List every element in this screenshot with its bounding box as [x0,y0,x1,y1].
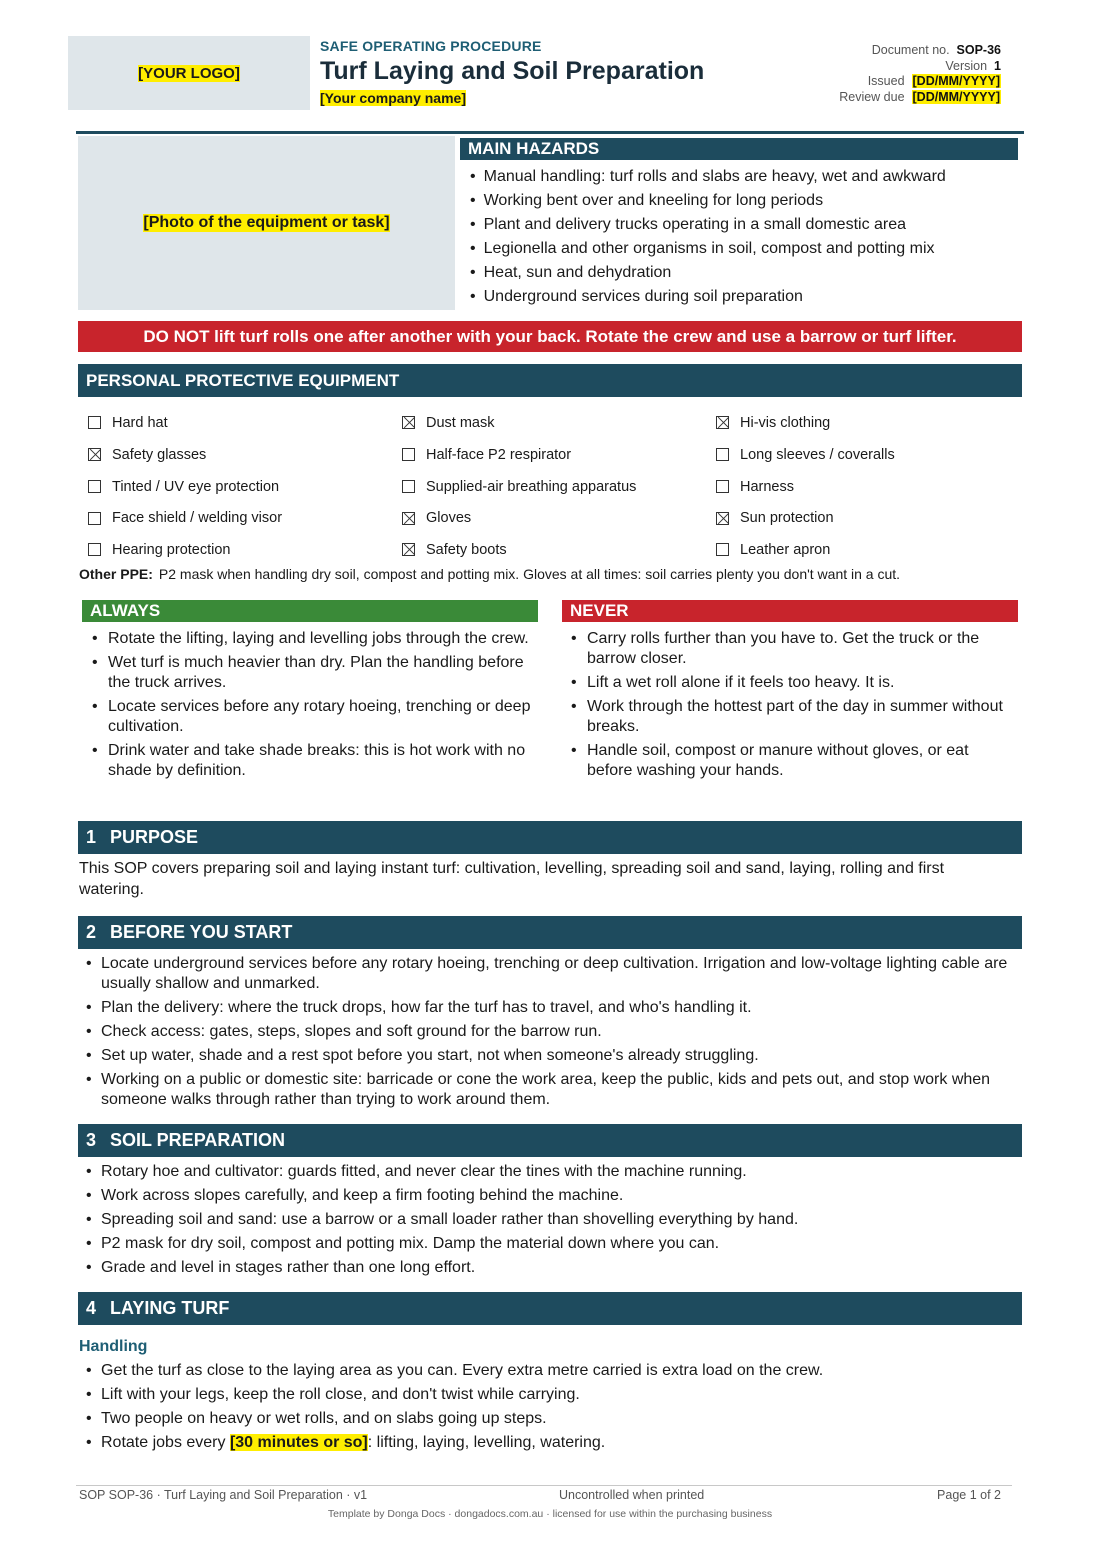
list-item: • Drink water and take shade breaks: this is hot work with no shade by definition. [92,741,532,781]
always-heading: ALWAYS [82,600,538,622]
list-item: • Work through the hottest part of the day in summer without breaks. [571,697,1016,737]
list-item: • Plant and delivery trucks operating in a small domestic area [470,213,946,237]
ppe-item: Hard hat [88,408,282,440]
list-item: • Wet turf is much heavier than dry. Plan the handling before the truck arrives. [92,653,532,693]
other-ppe: Other PPE: P2 mask when handling dry soil, compost and potting mix. Gloves at all times: soil carries plenty you don't want in a cut. [79,566,901,582]
section-laying-heading: 4 LAYING TURF [78,1292,1022,1325]
footer-uncontrolled: Uncontrolled when printed [559,1488,705,1502]
header-divider [76,131,1024,134]
checkbox-icon[interactable] [402,512,415,525]
checkbox-icon[interactable] [88,543,101,556]
ppe-item: Supplied-air breathing apparatus [402,472,636,504]
list-item: • Get the turf as close to the laying area as you can. Every extra metre carried is extra load on the crew. [86,1361,1022,1381]
checkbox-icon[interactable] [88,480,101,493]
never-heading: NEVER [562,600,1018,622]
issued-date: [DD/MM/YYYY] [912,74,1000,88]
ppe-column-3 [716,408,895,567]
list-item: • P2 mask for dry soil, compost and potting mix. Damp the material down where you can. [86,1234,1022,1254]
ppe-item: Gloves [402,503,636,535]
footer-divider [76,1485,1012,1486]
ppe-item: Harness [716,472,895,504]
ppe-item: Sun protection [716,503,895,535]
checkbox-icon[interactable] [88,416,101,429]
ppe-item: Hearing protection [88,535,282,567]
checkbox-icon[interactable] [402,448,415,461]
list-item: • Legionella and other organisms in soil, compost and potting mix [470,237,946,261]
company-name: [Your company name] [320,90,466,106]
checkbox-icon[interactable] [716,512,729,525]
document-type: SAFE OPERATING PROCEDURE [320,38,542,54]
list-item: • Locate services before any rotary hoeing, trenching or deep cultivation. [92,697,532,737]
always-list [92,629,532,785]
list-item: • Spreading soil and sand: use a barrow or a small loader rather than shovelling everything by hand. [86,1210,1022,1230]
ppe-item: Long sleeves / coveralls [716,440,895,472]
list-item: • Plan the delivery: where the truck drops, how far the turf has to travel, and who's handling it. [86,998,1022,1018]
handling-subheading: Handling [79,1338,148,1355]
footer-template-credit: Template by Donga Docs · dongadocs.com.au · licensed for use within the purchasing business [327,1508,773,1520]
checkbox-icon[interactable] [716,448,729,461]
ppe-item: Hi-vis clothing [716,408,895,440]
checkbox-icon[interactable] [402,416,415,429]
ppe-column-1 [88,408,282,567]
rotation-interval: [30 minutes or so] [229,1434,368,1451]
footer-doc-ref: SOP SOP-36 · Turf Laying and Soil Preparation · v1 [79,1488,368,1502]
purpose-text: This SOP covers preparing soil and laying instant turf: cultivation, levelling, spreading soil and sand, laying, rolling and first watering. [79,860,945,898]
never-list [571,629,1016,785]
warning-banner: DO NOT lift turf rolls one after another with your back. Rotate the crew and use a barrow or turf lifter. [78,321,1022,352]
list-item: • Carry rolls further than you have to. Get the truck or the barrow closer. [571,629,1016,669]
list-item: • Rotate jobs every [30 minutes or so]: lifting, laying, levelling, watering. [86,1433,1022,1453]
ppe-item: Half-face P2 respirator [402,440,636,472]
document-meta: Document no. SOP-36 Version 1 Issued [DD/MM/YYYY] Review due [DD/MM/YYYY] [839,43,1001,104]
list-item: • Lift a wet roll alone if it feels too heavy. It is. [571,673,1016,693]
list-item: • Rotate the lifting, laying and levelling jobs through the crew. [92,629,532,649]
ppe-item: Dust mask [402,408,636,440]
list-item: • Handle soil, compost or manure without gloves, or eat before washing your hands. [571,741,1016,781]
checkbox-icon[interactable] [716,480,729,493]
page-title: Turf Laying and Soil Preparation [320,57,705,85]
before-list [86,954,1022,1114]
checkbox-icon[interactable] [88,448,101,461]
list-item: • Working bent over and kneeling for long periods [470,189,946,213]
list-item: • Lift with your legs, keep the roll close, and don't twist while carrying. [86,1385,1022,1405]
review-date: [DD/MM/YYYY] [912,89,1000,104]
list-item: • Heat, sun and dehydration [470,261,946,285]
list-item: • Underground services during soil preparation [470,285,946,309]
list-item: • Work across slopes carefully, and keep a firm footing behind the machine. [86,1186,1022,1206]
hazards-list [470,165,946,309]
footer-page-number: Page 1 of 2 [937,1488,1001,1502]
list-item: • Set up water, shade and a rest spot before you start, not when someone's already struggling. [86,1046,1022,1066]
list-item: • Check access: gates, steps, slopes and soft ground for the barrow run. [86,1022,1022,1042]
checkbox-icon[interactable] [716,543,729,556]
ppe-item: Face shield / welding visor [88,503,282,535]
checkbox-icon[interactable] [88,512,101,525]
document-number: SOP-36 [956,43,1001,57]
ppe-item: Safety glasses [88,440,282,472]
checkbox-icon[interactable] [402,543,415,556]
logo-label: [YOUR LOGO] [138,64,240,82]
company-logo-placeholder [68,36,310,110]
hazards-heading: MAIN HAZARDS [460,138,1018,160]
handling-list [86,1361,1022,1457]
list-item: • Manual handling: turf rolls and slabs are heavy, wet and awkward [470,165,946,189]
ppe-item: Tinted / UV eye protection [88,472,282,504]
version-number: 1 [994,58,1001,73]
list-item: • Locate underground services before any rotary hoeing, trenching or deep cultivation. Irrigation and low-voltage lighting cable are usually shallow and unmarked. [86,954,1022,994]
ppe-heading: PERSONAL PROTECTIVE EQUIPMENT [78,364,1022,397]
soil-list [86,1162,1022,1282]
section-purpose-heading: 1 PURPOSE [78,821,1022,854]
ppe-item: Leather apron [716,535,895,567]
ppe-column-2 [402,408,636,567]
checkbox-icon[interactable] [402,480,415,493]
ppe-item: Safety boots [402,535,636,567]
list-item: • Grade and level in stages rather than one long effort. [86,1258,1022,1278]
checkbox-icon[interactable] [716,416,729,429]
list-item: • Two people on heavy or wet rolls, and on slabs going up steps. [86,1409,1022,1429]
section-soil-heading: 3 SOIL PREPARATION [78,1124,1022,1157]
photo-placeholder: [Photo of the equipment or task] [78,136,455,310]
list-item: • Working on a public or domestic site: barricade or cone the work area, keep the public, kids and pets out, and stop work when someone walks through rather than trying to work around them. [86,1070,1022,1110]
list-item: • Rotary hoe and cultivator: guards fitted, and never clear the tines with the machine running. [86,1162,1022,1182]
section-before-heading: 2 BEFORE YOU START [78,916,1022,949]
